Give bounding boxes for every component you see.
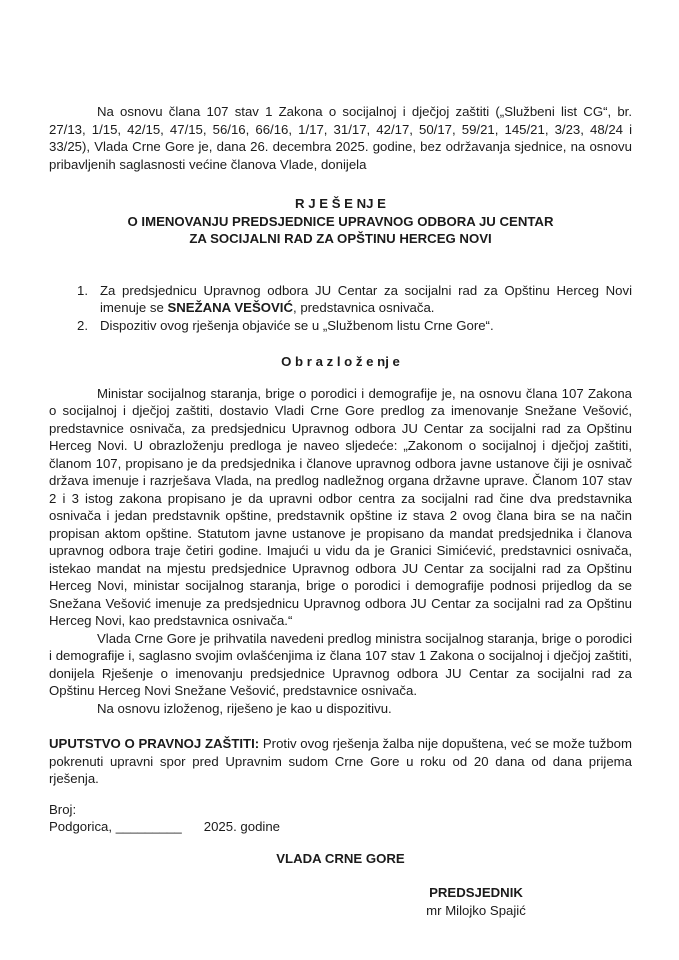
signature-block (396, 884, 556, 919)
section-heading-obrazlozenje: O b r a z l o ž e nj e (281, 354, 400, 369)
title-line-3: ZA SOCIJALNI RAD ZA OPŠTINU HERCEG NOVI (189, 231, 492, 246)
dispositive-item-1 (77, 282, 632, 317)
title-line-2: O IMENOVANJU PREDSJEDNICE UPRAVNOG ODBORA JU CENTAR (127, 213, 554, 229)
item-text (100, 282, 632, 317)
item-text (100, 317, 632, 335)
signer-title: PREDSJEDNIK (429, 885, 523, 900)
item-text-before: Dispozitiv ovog rješenja objaviće se u „Službenom listu Crne Gore“. (100, 317, 494, 333)
year-label: 2025. godine (203, 819, 281, 834)
item-number: 2. (77, 317, 88, 333)
item-text-after: , predstavnica osnivača. (293, 300, 435, 315)
document-content (49, 0, 632, 919)
intro-paragraph: Na osnovu člana 107 stav 1 Zakona o socijalnoj i dječjoj zaštiti („Službeni list CG“, br. 27/13, 1/15, 42/15, 47/15, 56/16, 66/16, 1/17, 31/17, 42/17, 50/17, 59/21, 145/21, 3/23, 48/24 i 33/25), Vlada Crne Gore je, dana 26. decembra 2025. godine, bez održavanja sjednice, na osnovu pribavljenih saglasnosti većine članova Vlade, donijela (49, 104, 632, 172)
item-text-before: Za predsjednicu Upravnog odbora JU Centar za socijalni rad za Opštinu Herceg Novi imenuje se (100, 282, 632, 315)
item-number: 1. (77, 282, 88, 298)
explanation-paragraph-1: Ministar socijalnog staranja, brige o porodici i demografije je, na osnovu člana 107 Zakona o socijalnoj i dječjoj zaštiti, dostavio Vladi Crne Gore predlog za imenovanje Snežane Vešović, predstavnice osnivača, za predsjednicu Upravnog odbora JU Centar za socijalni rad za Opštinu Herceg Novi. U obrazloženju predloga je naveo sljedeće: „Zakonom o socijalnoj i dječjoj zaštiti, članom 107, propisano je da predsjednika i članove upravnog odbora javne ustanove čiji je osnivač država imenuje i razrješava Vlada, na predlog nadležnog organa državne uprave. Članom 107 stav 2 i 3 istog zakona propisano je da upravni odbor centra za socijalni rad čine dva predstavnika osnivača i jedan predstavnik opštine, predstavnik opštine iz stava 2 ovog člana bira se na način propisan aktom opštine. Statutom javne ustanove je propisano da mandat predsjednika i članova upravnog odbora traje četiri godine. Imajući u vidu da je Granici Simićević, predstavnici osnivača, istekao mandat na mjestu predsjednice Upravnog odbora JU Centar za socijalni rad za Opštinu Herceg Novi, ministar socijalnog staranja, brige o porodici i demografije podnosi prijedlog da se Snežana Vešović imenuje za predsjednicu Upravnog odbora JU Centar za socijalni rad za Opštinu Herceg Novi, kao predstavnica osnivača.“ (49, 385, 632, 628)
legal-remedy-notice (49, 735, 632, 788)
signer-name: mr Milojko Spajić (426, 902, 526, 918)
title-line-1: R J E Š E NJ E (295, 196, 386, 211)
legal-notice-body: Protiv ovog rješenja žalba nije dopuštena, već se može tužbom pokrenuti upravni spor pred Upravnim sudom Crne Gore u roku od 20 dana od dana prijema rješenja. (49, 736, 632, 786)
explanation-paragraph-2: Vlada Crne Gore je prihvatila navedeni predlog ministra socijalnog staranja, brige o porodici i demografije i, saglasno svojim ovlašćenjima iz člana 107 stav 1 Zakona o socijalnoj i dječjoj zaštiti, donijela Rješenje o imenovanju predsjednice Upravnog odbora JU Centar za socijalni rad za Opštinu Herceg Novi Snežane Vešović, predstavnice osnivača. (49, 630, 632, 698)
document-title (49, 195, 632, 248)
date-blank-line: _________ (115, 819, 182, 834)
dispositive-list (77, 282, 632, 335)
explanation-closing-line: Na osnovu izloženog, riješeno je kao u dispozitivu. (97, 700, 392, 716)
government-name: VLADA CRNE GORE (276, 850, 405, 866)
dispositive-item-2 (77, 317, 632, 335)
place-label: Podgorica, (49, 819, 113, 834)
number-label: Broj: (49, 801, 77, 817)
place-date-line (49, 818, 632, 836)
legal-notice-lead: UPUTSTVO O PRAVNOJ ZAŠTITI: (49, 736, 260, 751)
appointee-name: SNEŽANA VEŠOVIĆ (167, 300, 293, 315)
